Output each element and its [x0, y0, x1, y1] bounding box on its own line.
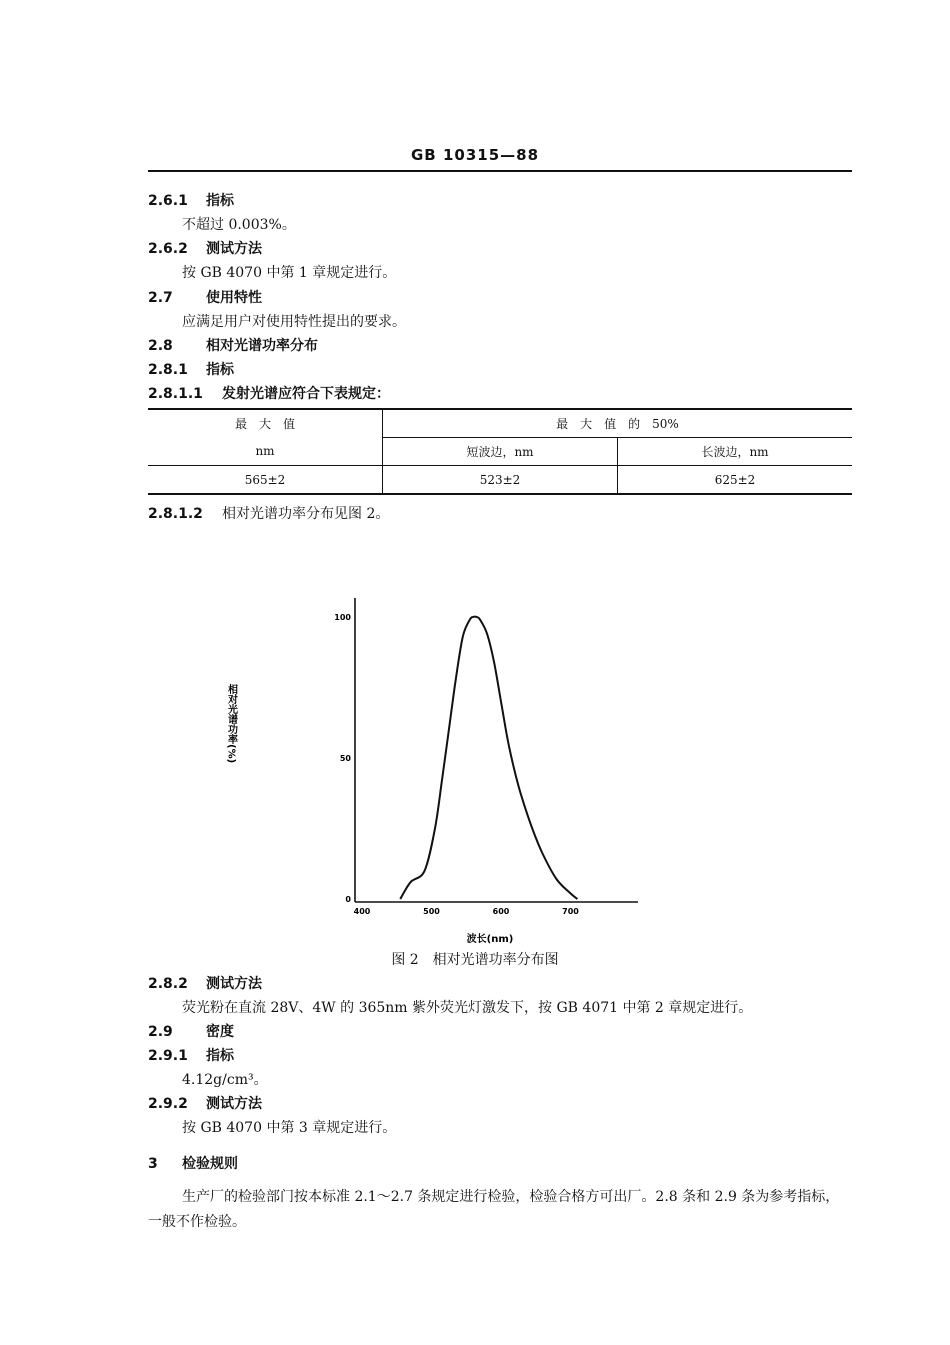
section-2-9-2-body: 按 GB 4070 中第 3 章规定进行。	[182, 1120, 397, 1136]
section-title: 相对光谱功率分布见图 2。	[222, 506, 390, 522]
col-peak-unit: nm	[148, 438, 383, 466]
section-number: 2.6.2	[148, 241, 188, 257]
x-tick-label-500: 500	[423, 907, 440, 916]
section-2-8-2-heading	[148, 973, 262, 993]
section-number: 2.8.1.2	[148, 506, 203, 522]
section-2-8-2-body: 荧光粉在直流 28V、4W 的 365nm 紫外荧光灯激发下，按 GB 4071 中第 2 章规定进行。	[182, 1000, 753, 1016]
section-title: 相对光谱功率分布	[206, 338, 318, 354]
figure-caption: 图 2 相对光谱功率分布图	[391, 952, 559, 968]
section-number: 2.6.1	[148, 193, 188, 209]
x-tick-label-400: 400	[353, 907, 371, 916]
cell-short-edge: 523±2	[383, 466, 618, 495]
section-number: 2.9.2	[148, 1096, 188, 1112]
section-2-7-body: 应满足用户对使用特性提出的要求。	[182, 314, 406, 330]
section-2-9-1-heading	[148, 1045, 234, 1065]
col-short-edge-header: 短波边，nm	[383, 438, 618, 466]
col-peak-header: 最 大 值	[148, 409, 383, 438]
section-number: 2.8.1	[148, 362, 188, 378]
section-title: 发射光谱应符合下表规定：	[222, 386, 390, 402]
x-axis-label: 波长(nm)	[466, 934, 514, 945]
y-tick-label-100: 100	[334, 613, 351, 622]
x-tick-label-700: 700	[562, 907, 579, 916]
cell-long-edge: 625±2	[618, 466, 853, 495]
section-title: 密度	[206, 1024, 234, 1040]
section-number: 2.9.1	[148, 1048, 188, 1064]
section-title: 检验规则	[182, 1156, 238, 1172]
col-long-edge-header: 长波边，nm	[618, 438, 853, 466]
section-number: 2.8.1.1	[148, 386, 203, 402]
y-axis-label: 相对光谱功率(%)	[225, 684, 237, 764]
section-2-6-2-body: 按 GB 4070 中第 1 章规定进行。	[182, 265, 397, 281]
section-number: 2.8.2	[148, 976, 188, 992]
section-3-body: 生产厂的检验部门按本标准 2.1～2.7 条规定进行检验，检验合格方可出厂。2.8 条和 2.9 条为参考指标，一般不作检验。	[148, 1189, 840, 1230]
y-tick-label-50: 50	[339, 754, 351, 763]
document-header-code: GB 10315—88	[410, 146, 540, 164]
section-2-9-2-heading	[148, 1093, 262, 1113]
x-tick-label-600: 600	[492, 907, 510, 916]
section-3-heading	[148, 1153, 238, 1173]
section-2-6-1-body: 不超过 0.003%。	[182, 217, 296, 233]
section-title: 测试方法	[206, 976, 262, 992]
section-title: 指标	[206, 362, 234, 378]
col-half-max-header: 最 大 值 的 50%	[383, 409, 853, 438]
section-title: 使用特性	[206, 290, 262, 306]
section-number: 2.7	[148, 290, 173, 306]
section-title: 测试方法	[206, 1096, 262, 1112]
section-title: 指标	[206, 193, 234, 209]
section-2-9-heading	[148, 1021, 234, 1041]
section-number: 2.9	[148, 1024, 173, 1040]
section-number: 3	[148, 1156, 158, 1172]
section-title: 指标	[206, 1048, 234, 1064]
section-2-9-1-body: 4.12g/cm³。	[182, 1072, 268, 1088]
y-tick-label-0: 0	[345, 895, 351, 904]
section-number: 2.8	[148, 338, 173, 354]
cell-peak: 565±2	[148, 466, 383, 495]
series-line-relative-spectral-power	[400, 617, 577, 899]
section-title: 测试方法	[206, 241, 262, 257]
